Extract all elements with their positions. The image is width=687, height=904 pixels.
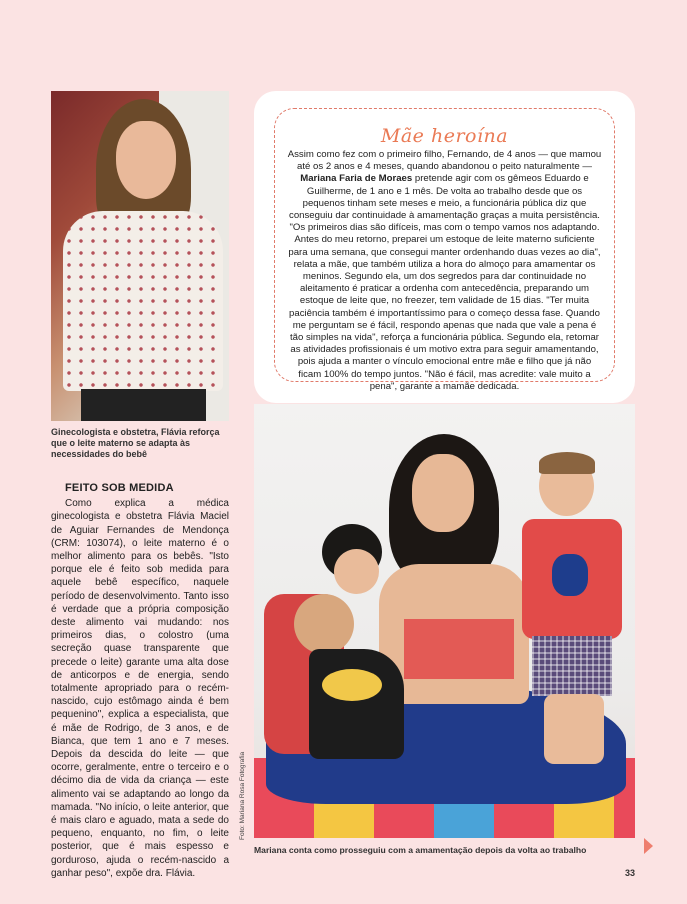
photo-mother-face — [412, 454, 474, 532]
photo-right-boy-hair — [539, 452, 595, 474]
right-photo-caption: Mariana conta como prosseguiu com a amamentação depois da volta ao trabalho — [254, 845, 587, 855]
left-photo-caption: Ginecologista e obstetra, Flávia reforça que o leite materno se adapta às necessidades do bebê — [51, 427, 220, 459]
photo-bat-logo — [322, 669, 382, 701]
photo-face — [116, 121, 176, 199]
article-body: Como explica a médica ginecologista e obstetra Flávia Maciel de Aguiar Fernandes de Mendonça (CRM: 103074), o leite materno é o melhor alimento para os bebês. "Isto porque ele é feito sob medida para aquele bebê específico, naquele período de desenvolvimento. Tanto isso é verdade que a própria composição deste alimento vai mudando: nos primeiros dias, o colostro (uma secreção quase transparente que precede o leite) garante uma alta dose de anticorpos e de energia, sendo totalmente apropriado para o recém-nascido, cujo estômago ainda é bem pequenino", explica a especialista, que é mãe de Rodrigo, de 3 anos, e de Bianca, que tem 1 ano e 7 meses. Depois da descida do leite — que ocorre, geralmente, entre o terceiro e o décimo dia de vida da criança — este alimento vai se adaptando ao longo da mamada. "No início, o leite anterior, que é mais claro e aguado, mata a sede do pequeno, enquanto, no fim, o leite posterior, que é mais espesso e gorduroso, ajuda o recém-nascido a ganhar peso", expõe dra. Flávia. — [51, 498, 229, 879]
photo-pants — [81, 389, 206, 421]
family-photo-mariana — [254, 404, 635, 838]
photo-baby-head — [294, 594, 354, 654]
photo-spider-logo — [552, 554, 588, 596]
sidebar-box-mae-heroina — [254, 91, 635, 403]
article-heading: FEITO SOB MEDIDA — [65, 482, 174, 494]
photo-right-boy-legs — [544, 694, 604, 764]
box-text — [286, 149, 603, 393]
photo-right-boy-shorts — [532, 636, 612, 696]
page-arrow-icon — [644, 838, 653, 854]
photo-credit: Foto: Mariana Rosa Fotografia — [239, 751, 246, 840]
photo-left-boy-face — [334, 549, 379, 594]
portrait-photo-flavia — [51, 91, 229, 421]
box-text-after: pretende agir com os gêmeos Eduardo e Guilherme, de 1 ano e 1 mês. De volta ao trabalho desde que os pequenos tinham sete meses e meio, a funcionária pública diz que conseguiu dar continuidade à amamentação graças a muita persistência. "Os primeiros dias são difíceis, mas com o tempo vamos nos adaptando. Antes do meu retorno, preparei um estoque de leite materno suficiente para uma semana, que consegui manter ordenhando duas vezes ao dia", relata a mãe, que também utiliza a hora do almoço para amamentar os meninos. Segundo ela, um dos segredos para dar continuidade no aleitamento é praticar a ordenha com antecedência, preparando um estoque de leite que, no freezer, tem validade de 15 dias. "Ter muita paciência também é importantíssimo para o começo dessa fase. Quando me perguntam se é fácil, respondo apenas que nada que vale a pena é tão simples na vida", reforça a funcionária pública. Segundo ela, retomar as atividades profissionais é um motivo extra para seguir amamentando, pois ajuda a manter o vínculo emocional entre mãe e filho que já não ficam 100% do tempo juntos. "Não é fácil, mas acredite: vale muito a pena", garante a mamãe dedicada. — [288, 173, 601, 392]
article-feito-sob-medida — [51, 482, 229, 880]
box-highlight-name: Mariana Faria de Moraes — [300, 173, 413, 185]
photo-floral-jacket — [63, 211, 223, 391]
page-number: 33 — [625, 868, 636, 878]
photo-red-top — [404, 619, 514, 679]
box-text-before: Assim como fez com o primeiro filho, Fernando, de 4 anos — que mamou até os 2 anos e 4 meses, quando abandonou o peito naturalmente — — [287, 149, 602, 173]
photo-bat-cape — [309, 649, 404, 759]
box-title: Mãe heroína — [380, 125, 509, 147]
